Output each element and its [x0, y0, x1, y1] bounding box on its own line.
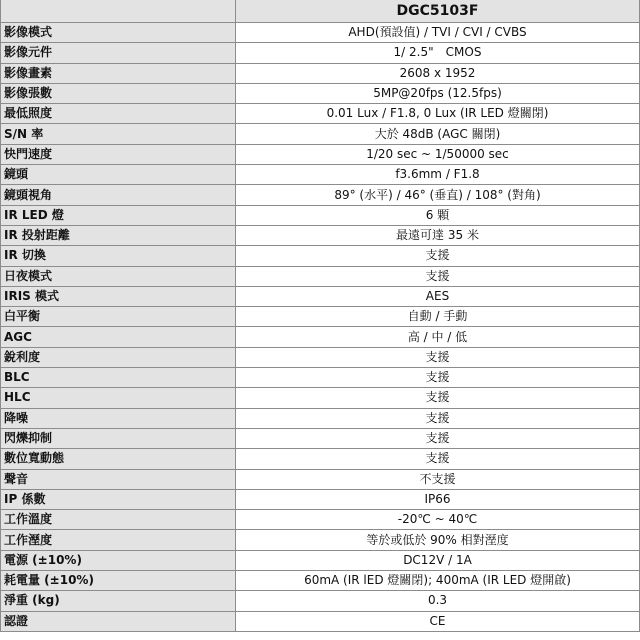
spec-row	[1, 510, 640, 530]
spec-label: 降噪	[1, 408, 236, 428]
spec-label: 閃爍抑制	[1, 428, 236, 448]
spec-label: 影像模式	[1, 23, 236, 43]
spec-value: 支援	[236, 368, 640, 388]
spec-label: IR 投射距離	[1, 225, 236, 245]
spec-value: 支援	[236, 246, 640, 266]
spec-row	[1, 144, 640, 164]
spec-label: 鏡頭	[1, 165, 236, 185]
spec-label: 認證	[1, 611, 236, 631]
spec-row	[1, 246, 640, 266]
spec-row	[1, 591, 640, 611]
spec-value: 等於或低於 90% 相對溼度	[236, 530, 640, 550]
header-corner-cell	[1, 0, 236, 23]
spec-value: 89° (水平) / 46° (垂直) / 108° (對角)	[236, 185, 640, 205]
spec-label: AGC	[1, 327, 236, 347]
spec-value: 支援	[236, 266, 640, 286]
spec-value: 1/ 2.5" CMOS	[236, 43, 640, 63]
spec-row	[1, 205, 640, 225]
spec-row	[1, 571, 640, 591]
spec-value: 最遠可達 35 米	[236, 225, 640, 245]
spec-label: IP 係數	[1, 489, 236, 509]
spec-label: 耗電量 (±10%)	[1, 571, 236, 591]
spec-row	[1, 530, 640, 550]
spec-label: 聲音	[1, 469, 236, 489]
spec-value: 支援	[236, 428, 640, 448]
spec-value: f3.6mm / F1.8	[236, 165, 640, 185]
spec-label: IR LED 燈	[1, 205, 236, 225]
spec-row	[1, 469, 640, 489]
spec-row	[1, 63, 640, 83]
spec-label: HLC	[1, 388, 236, 408]
spec-value: 5MP@20fps (12.5fps)	[236, 83, 640, 103]
spec-row	[1, 388, 640, 408]
spec-value: 2608 x 1952	[236, 63, 640, 83]
spec-row	[1, 489, 640, 509]
spec-row	[1, 225, 640, 245]
spec-label: 數位寬動態	[1, 449, 236, 469]
spec-row	[1, 266, 640, 286]
spec-label: 電源 (±10%)	[1, 550, 236, 570]
spec-value: CE	[236, 611, 640, 631]
spec-row	[1, 124, 640, 144]
spec-row	[1, 449, 640, 469]
spec-row	[1, 428, 640, 448]
spec-row	[1, 286, 640, 306]
spec-row	[1, 327, 640, 347]
spec-row	[1, 104, 640, 124]
spec-row	[1, 368, 640, 388]
spec-value: 大於 48dB (AGC 關閉)	[236, 124, 640, 144]
spec-row	[1, 165, 640, 185]
spec-value: 高 / 中 / 低	[236, 327, 640, 347]
spec-value: 支援	[236, 449, 640, 469]
spec-label: IRIS 模式	[1, 286, 236, 306]
spec-label: 影像張數	[1, 83, 236, 103]
spec-label: 日夜模式	[1, 266, 236, 286]
spec-row	[1, 23, 640, 43]
spec-value: 0.3	[236, 591, 640, 611]
spec-value: AES	[236, 286, 640, 306]
spec-label: 工作溼度	[1, 530, 236, 550]
spec-row	[1, 611, 640, 631]
spec-label: IR 切換	[1, 246, 236, 266]
spec-value: 6 顆	[236, 205, 640, 225]
spec-label: 影像元件	[1, 43, 236, 63]
spec-value: 支援	[236, 388, 640, 408]
spec-value: 60mA (IR lED 燈關閉); 400mA (IR LED 燈開啟)	[236, 571, 640, 591]
spec-label: 淨重 (kg)	[1, 591, 236, 611]
spec-row	[1, 83, 640, 103]
spec-label: 工作溫度	[1, 510, 236, 530]
spec-table-body	[1, 0, 640, 631]
spec-label: S/N 率	[1, 124, 236, 144]
spec-value: -20℃ ~ 40℃	[236, 510, 640, 530]
spec-value: 0.01 Lux / F1.8, 0 Lux (IR LED 燈關閉)	[236, 104, 640, 124]
spec-label: 白平衡	[1, 307, 236, 327]
spec-value: 不支援	[236, 469, 640, 489]
spec-value: AHD(預設值) / TVI / CVI / CVBS	[236, 23, 640, 43]
spec-row	[1, 185, 640, 205]
spec-label: 銳利度	[1, 347, 236, 367]
spec-row	[1, 550, 640, 570]
spec-label: BLC	[1, 368, 236, 388]
spec-label: 快門速度	[1, 144, 236, 164]
spec-row	[1, 408, 640, 428]
spec-row	[1, 43, 640, 63]
spec-label: 鏡頭視角	[1, 185, 236, 205]
table-header-row	[1, 0, 640, 23]
spec-row	[1, 347, 640, 367]
spec-value: 自動 / 手動	[236, 307, 640, 327]
spec-row	[1, 307, 640, 327]
spec-value: 1/20 sec ~ 1/50000 sec	[236, 144, 640, 164]
spec-label: 最低照度	[1, 104, 236, 124]
spec-value: 支援	[236, 347, 640, 367]
spec-label: 影像畫素	[1, 63, 236, 83]
model-name: DGC5103F	[236, 0, 640, 23]
spec-value: 支援	[236, 408, 640, 428]
spec-value: IP66	[236, 489, 640, 509]
spec-value: DC12V / 1A	[236, 550, 640, 570]
